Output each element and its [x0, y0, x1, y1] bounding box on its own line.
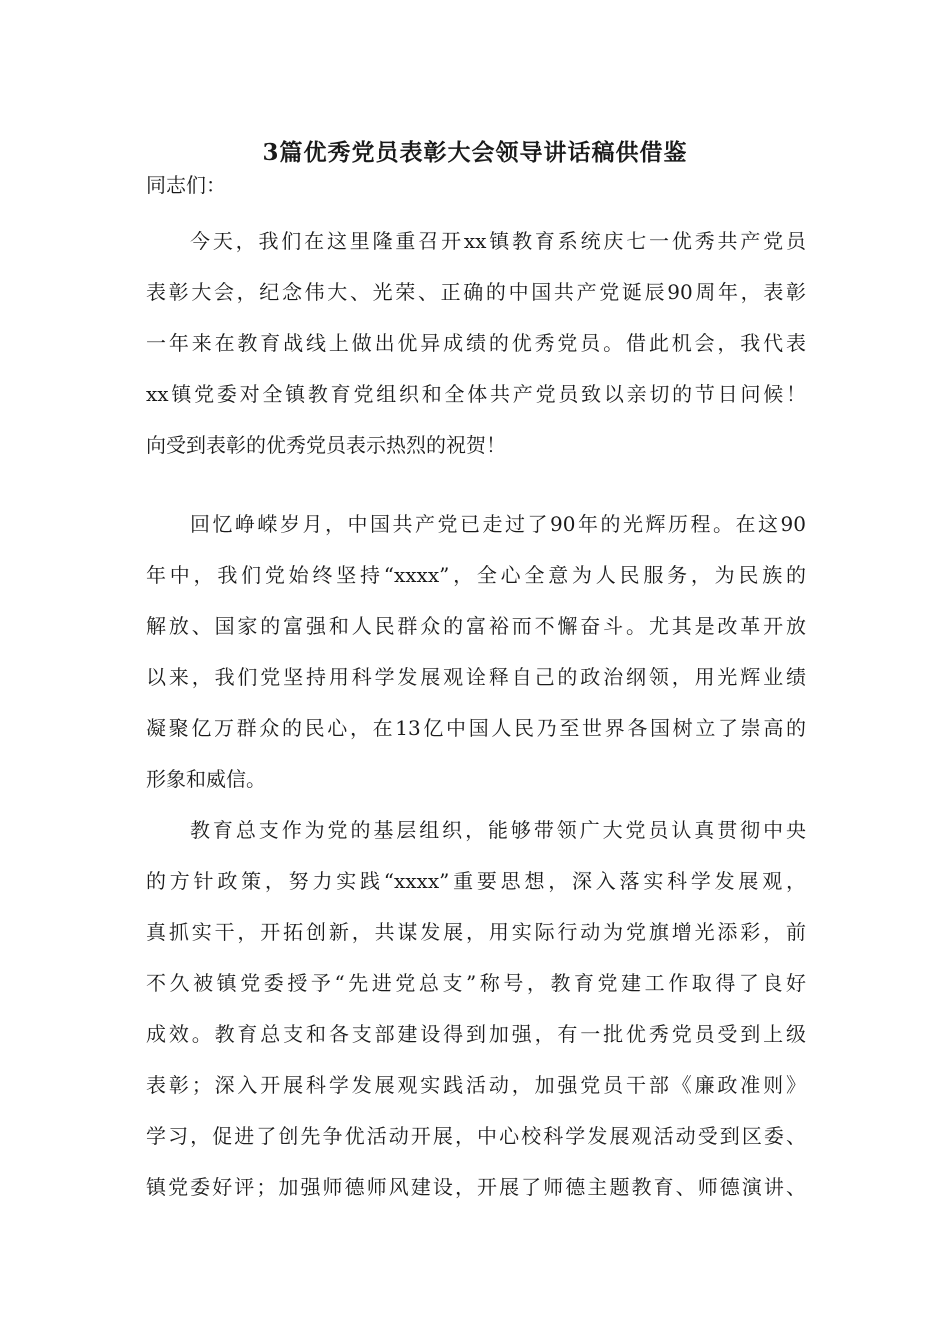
paragraph-line: 形象和威信。	[146, 767, 266, 791]
paragraph-line: 解放、国家的富强和人民群众的富裕而不懈奋斗。尤其是改革开放	[146, 614, 806, 638]
paragraph-line: 真抓实干，开拓创新，共谋发展，用实际行动为党旗增光添彩，前	[146, 920, 806, 944]
paragraph-line: 向受到表彰的优秀党员表示热烈的祝贺！	[146, 433, 506, 457]
paragraph-line: 的方针政策，努力实践“xxxx”重要思想，深入落实科学发展观，	[146, 869, 806, 893]
paragraph-line: 学习，促进了创先争优活动开展，中心校科学发展观活动受到区委、	[146, 1124, 806, 1148]
paragraph-line: 凝聚亿万群众的民心，在13亿中国人民乃至世界各国树立了崇高的	[146, 716, 806, 740]
paragraph-line: 表彰；深入开展科学发展观实践活动，加强党员干部《廉政准则》	[146, 1073, 806, 1097]
paragraph-line: 镇党委好评；加强师德师风建设，开展了师德主题教育、师德演讲、	[146, 1175, 806, 1199]
paragraph-line: 成效。教育总支和各支部建设得到加强，有一批优秀党员受到上级	[146, 1022, 806, 1046]
paragraph-1	[146, 216, 806, 471]
paragraph-line: 不久被镇党委授予“先进党总支”称号，教育党建工作取得了良好	[146, 971, 806, 995]
paragraph-line: 回忆峥嵘岁月，中国共产党已走过了90年的光辉历程。在这90	[190, 512, 806, 536]
paragraph-line: xx镇党委对全镇教育党组织和全体共产党员致以亲切的节日问候！	[146, 382, 806, 406]
paragraph-2	[146, 499, 806, 805]
paragraph-3	[146, 805, 806, 1213]
paragraph-line: 教育总支作为党的基层组织，能够带领广大党员认真贯彻中央	[190, 818, 806, 842]
document-title: 3篇优秀党员表彰大会领导讲话稿供借鉴	[262, 139, 688, 166]
paragraph-line: 以来，我们党坚持用科学发展观诠释自己的政治纲领，用光辉业绩	[146, 665, 806, 689]
paragraph-line: 一年来在教育战线上做出优异成绩的优秀党员。借此机会，我代表	[146, 331, 806, 355]
paragraph-line: 表彰大会，纪念伟大、光荣、正确的中国共产党诞辰90周年，表彰	[146, 280, 806, 304]
greeting: 同志们：	[146, 173, 226, 197]
paragraph-line: 今天，我们在这里隆重召开xx镇教育系统庆七一优秀共产党员	[190, 229, 806, 253]
paragraph-line: 年中，我们党始终坚持“xxxx”，全心全意为人民服务，为民族的	[146, 563, 806, 587]
